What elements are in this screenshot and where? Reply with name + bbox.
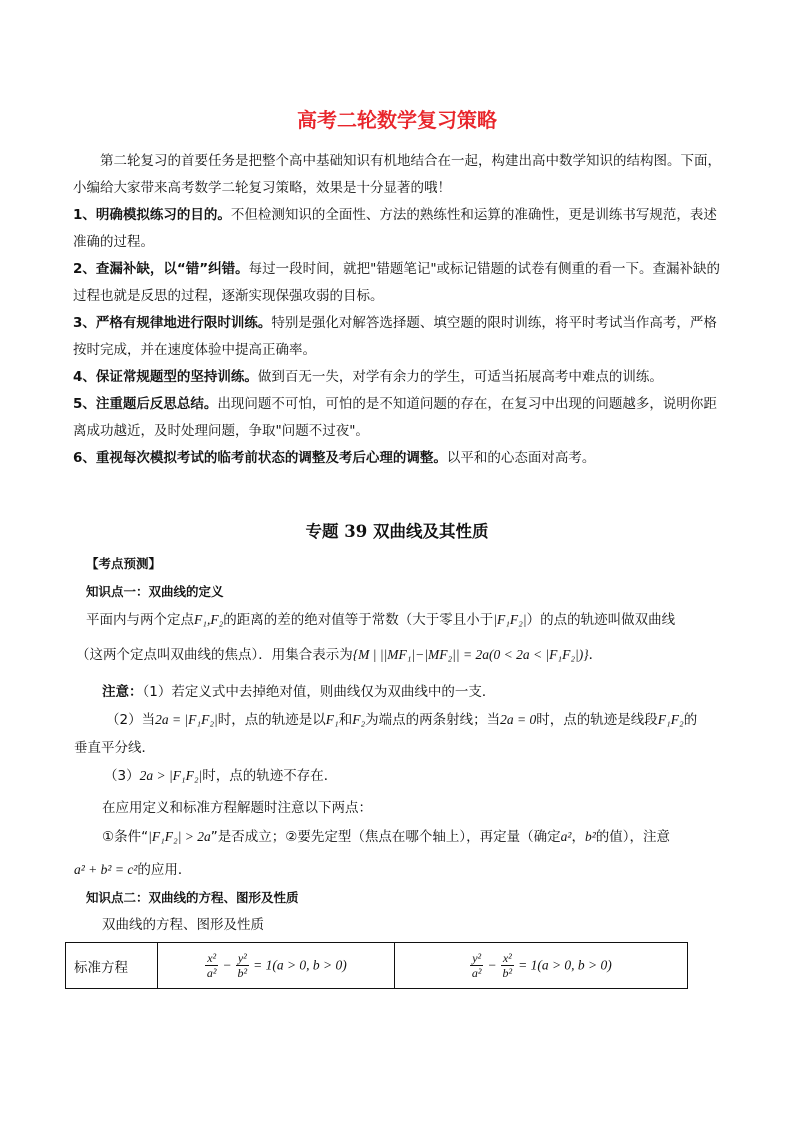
table-header-cell: 标准方程 [66, 943, 158, 989]
table-cell: $\frac{\text{y²}}{\text{a²}}$ − $\frac{\text{x²}}{\text{b²}}$ = 1(a > 0, b > 0) [395, 943, 688, 989]
table-cell: $\frac{\text{x²}}{\text{a²}}$ − $\frac{\text{y²}}{\text{b²}}$ = 1(a > 0, b > 0) [158, 943, 395, 989]
note-3: （3）2a > |F₁F₂|时，点的轨迹不存在． [104, 768, 338, 784]
application-intro: 在应用定义和标准方程解题时注意以下两点： [102, 800, 372, 816]
intro-paragraph: 第二轮复习的首要任务是把整个高中基础知识有机地结合在一起，构建出高中数学知识的结构图。下面，小编给大家带来高考数学二轮复习策略，效果是十分显著的哦！ [73, 153, 721, 196]
application-formula: a² + b² = c²的应用． [74, 862, 192, 878]
strategy-4: 4、保证常规题型的坚持训练。做到百无一失，对学有余力的学生，可适当拓展高考中难点的训练。 [73, 369, 663, 385]
application-conditions: ①条件“|F₁F₂| > 2a”是否成立；②要先定型（焦点在哪个轴上），再定量（确定a²，b²的值），注意 [102, 829, 671, 845]
fraction: $\frac{\text{y²}}{\text{a²}}$ [471, 951, 482, 980]
table-row [66, 943, 688, 989]
hyperbola-table [65, 942, 688, 989]
knowledge-point-1: 知识点一：双曲线的定义 [86, 584, 224, 599]
section-label: 【考点预测】 [86, 556, 162, 571]
note-2-line-1: （2）当2a = |F₁F₂|时，点的轨迹是以F₁和F₂为端点的两条射线；当2a = 0时，点的轨迹是线段F₁F₂的 [106, 712, 698, 728]
definition-line-2: （这两个定点叫双曲线的焦点）．用集合表示为{M | ||MF₁|−|MF₂|| = 2a(0 < 2a < |F₁F₂|)}． [76, 647, 603, 663]
page-title: 高考二轮数学复习策略 [297, 108, 497, 132]
strategy-6: 6、重视每次模拟考试的临考前状态的调整及考后心理的调整。以平和的心态面对高考。 [73, 450, 596, 466]
table-caption: 双曲线的方程、图形及性质 [102, 917, 264, 933]
note-2-line-2: 垂直平分线． [74, 740, 155, 756]
topic-heading: 专题 39 双曲线及其性质 [305, 522, 489, 541]
definition-line-1: 平面内与两个定点F₁,F₂的距离的差的绝对值等于常数（大于零且小于|F₁F₂|）的点的轨迹叫做双曲线 [86, 612, 676, 628]
note-1: 注意：（1）若定义式中去掉绝对值，则曲线仅为双曲线中的一支． [102, 684, 496, 700]
strategy-1: 1、明确模拟练习的目的。不但检测知识的全面性、方法的熟练性和运算的准确性，更是训练书写规范，表述准确的过程。 [73, 207, 717, 250]
fraction: $\frac{\text{x²}}{\text{a²}}$ [206, 951, 217, 980]
strategy-3: 3、严格有规律地进行限时训练。特别是强化对解答选择题、填空题的限时训练，将平时考试当作高考，严格按时完成，并在速度体验中提高正确率。 [73, 315, 717, 358]
fraction: $\frac{\text{y²}}{\text{b²}}$ [237, 951, 248, 980]
knowledge-point-2: 知识点二：双曲线的方程、图形及性质 [86, 890, 299, 905]
strategy-2: 2、查漏补缺，以“错”纠错。每过一段时间，就把"错题笔记"或标记错题的试卷有侧重的看一下。查漏补缺的过程也就是反思的过程，逐渐实现保强攻弱的目标。 [73, 261, 721, 304]
strategy-5: 5、注重题后反思总结。出现问题不可怕，可怕的是不知道问题的存在，在复习中出现的问题越多，说明你距离成功越近，及时处理问题，争取"问题不过夜"。 [73, 396, 717, 439]
fraction: $\frac{\text{x²}}{\text{b²}}$ [502, 951, 513, 980]
